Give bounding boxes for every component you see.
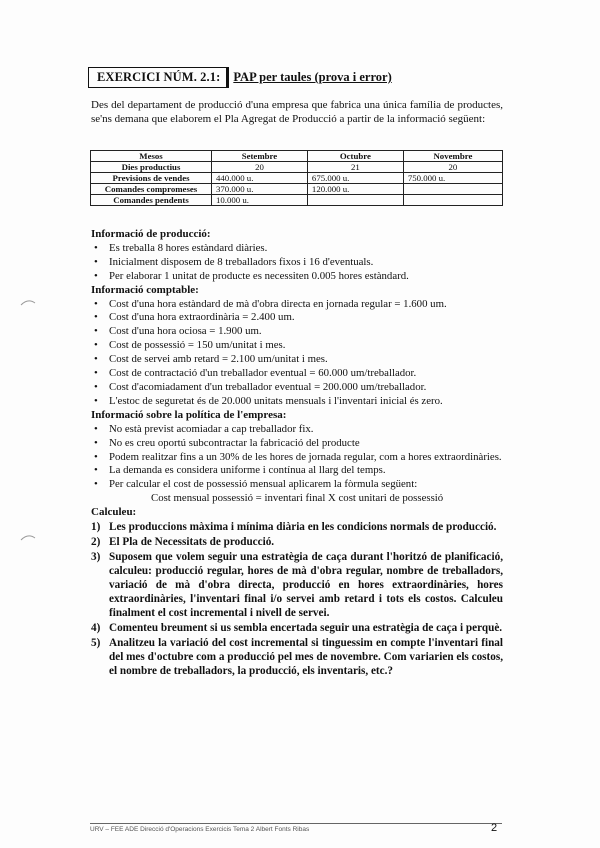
table-cell: 750.000 u. [403, 173, 502, 184]
table-row [91, 195, 503, 206]
table-row [91, 162, 503, 173]
page-number: 2 [491, 822, 498, 834]
question-text: Comenteu breument si us sembla encertada seguir una estratègia de caça i perquè. [109, 622, 503, 635]
policy-heading: Informació sobre la política de l'empresa: [91, 408, 287, 421]
list-item: • Cost d'acomiadament d'un treballador eventual = 200.000 um/treballador. [91, 381, 503, 395]
table-cell: 20 [403, 162, 502, 173]
question-text: Analitzeu la variació del cost incremental si tinguessim en compte l'inventari final del mes d'octubre com a producció pel mes de novembre. Com variarien els costos, el nombre de treballadors, la producció, els inventaris, etc.? [109, 637, 503, 678]
row-label: Dies productius [91, 162, 212, 173]
calculate-heading: Calculeu: [91, 506, 137, 519]
table-cell [307, 195, 403, 206]
content-body [91, 228, 503, 679]
footer-divider [90, 823, 502, 824]
list-item: • Inicialment disposem de 8 treballadors fixos i 16 d'eventuals. [91, 256, 503, 270]
question-item [91, 550, 503, 620]
list-item: • Es treballa 8 hores estàndard diàries. [91, 242, 503, 256]
months-table [90, 150, 503, 206]
row-label: Previsions de vendes [91, 173, 212, 184]
question-text: Suposem que volem seguir una estratègia de caça durant l'horitzó de planificació, calculeu: producció regular, hores de mà d'obra regular, nombre de treballadors, variació de mà d'obra directa, producció en hores extraordinàries, hores extraordinàries, l'inventari final i/o servei amb retard i tots els costos. Calculeu finalment el cost incremental i nivell de servei. [109, 551, 503, 620]
list-item: • L'estoc de seguretat és de 20.000 unitats mensuals i l'inventari inicial és zero. [91, 395, 503, 409]
table-cell [403, 195, 502, 206]
scan-mark-upper [20, 298, 36, 306]
question-text: El Pla de Necessitats de producció. [109, 536, 275, 549]
accounting-heading: Informació comptable: [91, 283, 199, 296]
questions-list [91, 520, 503, 678]
row-label: Comandes compromeses [91, 184, 212, 195]
list-item: • No està previst acomiadar a cap treballador fix. [91, 423, 503, 437]
list-item: • Podem realitzar fins a un 30% de les hores de jornada regular, com a hores extraordinàries. [91, 451, 503, 465]
list-item: • Per elaborar 1 unitat de producte es necessiten 0.005 hores estàndard. [91, 270, 503, 284]
list-item: • La demanda es considera uniforme i contínua al llarg del temps. [91, 464, 503, 478]
list-item: • Cost de contractació d'un treballador eventual = 60.000 um/treballador. [91, 367, 503, 381]
table-cell: 370.000 u. [212, 184, 308, 195]
list-item: • Cost de servei amb retard = 2.100 um/unitat i mes. [91, 353, 503, 367]
question-number: 5) [91, 637, 101, 650]
table-header: Mesos [91, 151, 212, 162]
question-item [91, 621, 503, 635]
question-number: 4) [91, 622, 101, 635]
question-item [91, 535, 503, 549]
table-cell: 20 [212, 162, 308, 173]
list-item: • Cost de possessió = 150 um/unitat i mes. [91, 339, 503, 353]
question-number: 3) [91, 551, 101, 564]
table-cell: 440.000 u. [212, 173, 308, 184]
exercise-title: PAP per taules (prova i error) [233, 70, 392, 84]
footer-text: URV – FEE ADE Direcció d'Operacions Exercicis Tema 2 Albert Fonts Ribas [90, 826, 310, 833]
question-text: Les produccions màxima i mínima diària en les condicions normals de producció. [109, 521, 497, 534]
table-cell: 120.000 u. [307, 184, 403, 195]
possession-formula: Cost mensual possessió = inventari final X cost unitari de possessió [151, 492, 444, 505]
production-list [91, 242, 503, 284]
list-item: • Cost d'una hora estàndard de mà d'obra directa en jornada regular = 1.600 um. [91, 298, 503, 312]
row-label: Comandes pendents [91, 195, 212, 206]
question-number: 1) [91, 521, 101, 534]
list-item: • Cost d'una hora extraordinària = 2.400 um. [91, 311, 503, 325]
table-cell [403, 184, 502, 195]
table-header: Octubre [307, 151, 403, 162]
intro-paragraph: Des del departament de producció d'una empresa que fabrica una única família de productes, se'ns demana que elaborem el Pla Agregat de Producció a partir de la informació següent: [91, 99, 503, 125]
scan-mark-lower [20, 533, 36, 541]
question-item [91, 520, 503, 534]
table-row [91, 173, 503, 184]
list-item: • Per calcular el cost de possessió mensual aplicarem la fòrmula següent: [91, 478, 503, 492]
table-cell: 21 [307, 162, 403, 173]
table-row [91, 184, 503, 195]
table-header-row [91, 151, 503, 162]
production-heading: Informació de producció: [91, 228, 211, 240]
question-item [91, 636, 503, 678]
accounting-list [91, 298, 503, 409]
policy-list [91, 423, 503, 493]
exercise-header [88, 67, 392, 88]
table-cell: 10.000 u. [212, 195, 308, 206]
table-header: Setembre [212, 151, 308, 162]
list-item: • No es creu oportú subcontractar la fabricació del producte [91, 437, 503, 451]
list-item: • Cost d'una hora ociosa = 1.900 um. [91, 325, 503, 339]
table-cell: 675.000 u. [307, 173, 403, 184]
table-header: Novembre [403, 151, 502, 162]
question-number: 2) [91, 536, 101, 549]
exercise-number: EXERCICI NÚM. 2.1: [88, 67, 229, 88]
